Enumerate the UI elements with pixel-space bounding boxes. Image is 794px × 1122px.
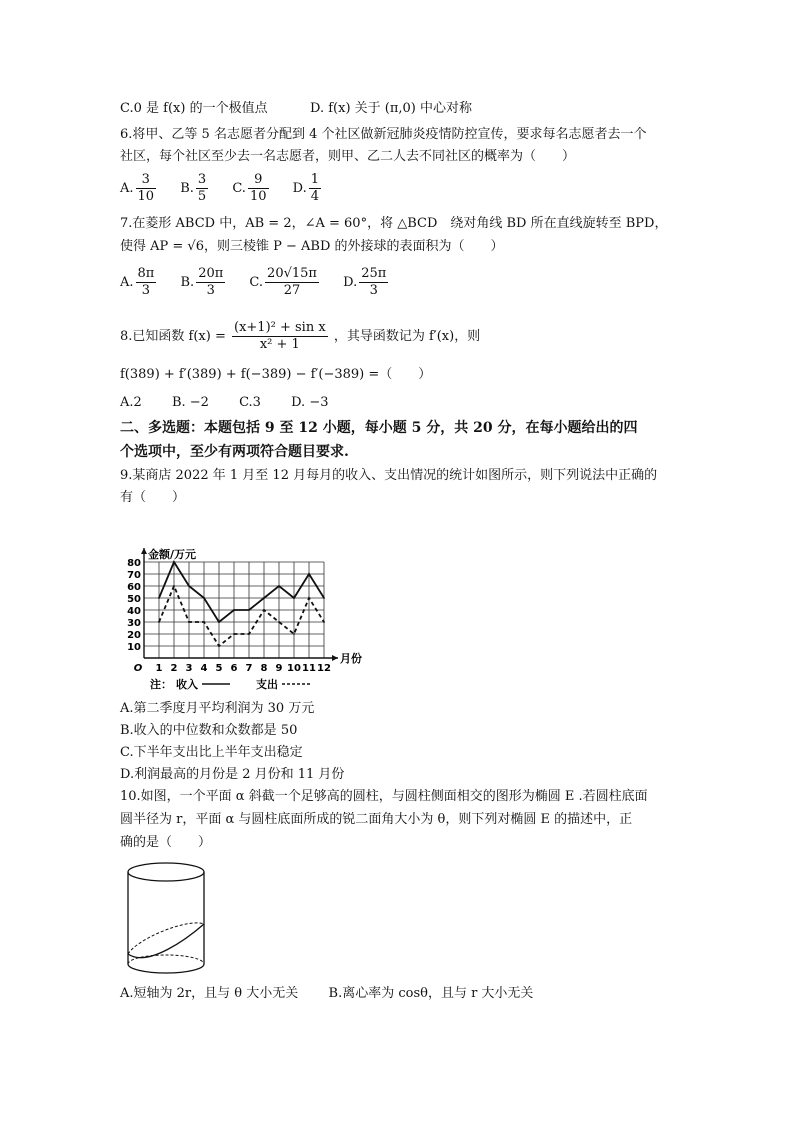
q5-option-c: C.0 是 f(x) 的一个极值点 xyxy=(120,101,268,116)
data-point-income xyxy=(173,561,175,563)
q7-stem-line2: 使得 AP = √6，则三棱锥 P − ABD 的外接球的表面积为（ ） xyxy=(120,239,504,254)
q9-option-a: A.第二季度月平均利润为 30 万元 xyxy=(120,701,315,716)
x-tick-label: 2 xyxy=(170,663,178,674)
y-tick-label: 50 xyxy=(127,594,141,605)
x-tick-label: 5 xyxy=(215,663,223,674)
q6-option-d: D. $\frac{1}{4}$ xyxy=(292,172,320,204)
x-tick-label: 1 xyxy=(155,663,163,674)
y-axis-arrow xyxy=(141,548,147,554)
x-tick-label: 12 xyxy=(317,663,331,674)
q8-stem-pre: 8.已知函数 f(x) = xyxy=(120,329,226,344)
q6-option-a: A. $\frac{3}{10}$ xyxy=(120,172,155,204)
data-point-income xyxy=(278,585,280,587)
data-point-expense xyxy=(278,621,280,623)
cylinder-bottom-front xyxy=(128,964,204,973)
data-point-expense xyxy=(218,645,220,647)
ellipse-section-front xyxy=(128,924,204,958)
y-tick-label: 20 xyxy=(127,630,141,641)
chart-axes xyxy=(141,548,338,661)
q9-stem-line2: 有（ ） xyxy=(120,490,186,505)
y-tick-label: 40 xyxy=(127,606,141,617)
data-point-expense xyxy=(158,621,160,623)
q7-stem-line1: 7.在菱形 ABCD 中，AB = 2，∠A = 60°，将 △BCD 绕对角线 BD 所在直线旋转至 BPD， xyxy=(120,216,668,231)
q10-options xyxy=(120,985,533,1003)
q9-option-c: C.下半年支出比上半年支出稳定 xyxy=(120,745,303,760)
data-point-expense xyxy=(263,609,265,611)
data-point-expense xyxy=(323,621,325,623)
x-tick-label: 8 xyxy=(260,663,268,674)
q6-option-b: B. $\frac{3}{5}$ xyxy=(180,172,207,204)
q10-stem-line2: 圆半径为 r，平面 α 与圆柱底面所成的锐二面角大小为 θ，则下列对椭圆 E 的描述中，正 xyxy=(120,812,633,827)
data-point-income xyxy=(248,609,250,611)
data-point-income xyxy=(293,597,295,599)
q6-stem-line2: 社区，每个社区至少去一名志愿者，则甲、乙二人去不同社区的概率为（ ） xyxy=(120,149,576,164)
q7-option-a: A. $\frac{8\pi}{3}$ xyxy=(120,266,155,298)
q9-option-d: D.利润最高的月份是 2 月份和 11 月份 xyxy=(120,767,345,782)
q10-stem-line1: 10.如图，一个平面 α 斜截一个足够高的圆柱，与圆柱侧面相交的图形为椭圆 E .若圆柱底面 xyxy=(120,789,648,804)
data-point-income xyxy=(158,597,160,599)
q9-stem-line1: 9.某商店 2022 年 1 月至 12 月每月的收入、支出情况的统计如图所示，则下列说法中正确的 xyxy=(120,468,658,483)
x-tick-label: 10 xyxy=(287,663,301,674)
q8-option-a: A.2 xyxy=(120,395,142,410)
data-point-income xyxy=(323,597,325,599)
q8-options xyxy=(120,394,346,412)
q8-expression: f(389) + f′(389) + f(−389) − f′(−389) =（ ） xyxy=(120,367,432,382)
q6-options xyxy=(120,172,341,205)
q6-stem-line1: 6.将甲、乙等 5 名志愿者分配到 4 个社区做新冠肺炎疫情防控宣传，要求每名志愿者去一个 xyxy=(120,127,647,142)
x-tick-label: 4 xyxy=(200,663,208,674)
legend-income-label: 收入 xyxy=(176,678,198,691)
q10-stem-line3: 确的是（ ） xyxy=(120,835,212,850)
data-point-income xyxy=(233,609,235,611)
y-tick-label: 70 xyxy=(127,570,141,581)
ellipse-section-back xyxy=(128,923,204,954)
cylinder-figure xyxy=(118,858,218,980)
x-tick-label: 7 xyxy=(245,663,253,674)
y-axis-label: 金额/万元 xyxy=(148,548,197,561)
series-line-expense xyxy=(159,586,324,646)
q8-fraction: $\frac{\text{(x+1)² + sin x}}{\text{x² + 1}}$ xyxy=(234,320,326,352)
legend-expense-label: 支出 xyxy=(256,678,278,691)
data-point-income xyxy=(203,597,205,599)
data-point-expense xyxy=(173,585,175,587)
x-tick-label: 9 xyxy=(275,663,283,674)
data-point-expense xyxy=(188,621,190,623)
q6-option-c: C. $\frac{9}{10}$ xyxy=(232,172,267,204)
data-point-expense xyxy=(293,633,295,635)
data-point-expense xyxy=(233,633,235,635)
q8-option-c: C.3 xyxy=(239,395,261,410)
y-tick-label: 60 xyxy=(127,582,141,593)
data-point-income xyxy=(218,621,220,623)
q8-option-d: D. −3 xyxy=(291,395,329,410)
data-point-expense xyxy=(308,597,310,599)
cylinder-top-ellipse xyxy=(128,863,204,881)
data-point-income xyxy=(263,597,265,599)
q8-stem xyxy=(120,320,480,353)
x-tick-label: 3 xyxy=(185,663,193,674)
y-tick-label: 80 xyxy=(127,558,141,569)
x-axis-arrow xyxy=(332,655,338,661)
section2-heading-line2: 个选项中，至少有两项符合题目要求. xyxy=(120,444,349,460)
data-point-income xyxy=(188,585,190,587)
legend-prefix: 注： xyxy=(150,678,172,691)
q7-option-d: D. $\frac{25\pi}{3}$ xyxy=(343,266,387,298)
y-tick-label: 30 xyxy=(127,618,141,629)
q9-option-b: B.收入的中位数和众数都是 50 xyxy=(120,723,298,738)
data-point-expense xyxy=(203,621,205,623)
x-axis-label: 月份 xyxy=(340,652,362,665)
q5-option-d: D. f(x) 关于 (π,0) 中心对称 xyxy=(310,101,472,116)
q7-options xyxy=(120,266,408,299)
q8-option-b: B. −2 xyxy=(171,395,209,410)
q7-option-c: C. $\frac{20√15\pi}{27}$ xyxy=(249,266,317,298)
q10-option-b: B.离心率为 cosθ，且与 r 大小无关 xyxy=(328,986,534,1001)
chart-legend xyxy=(150,677,312,691)
data-point-income xyxy=(308,573,310,575)
q7-option-b: B. $\frac{20\pi}{3}$ xyxy=(180,266,224,298)
data-point-expense xyxy=(248,633,250,635)
series-line-income xyxy=(159,562,324,622)
y-tick-label: 10 xyxy=(127,642,141,653)
income-expense-chart xyxy=(118,512,368,692)
q8-stem-post: ，其导函数记为 f′(x)，则 xyxy=(333,329,481,344)
q10-option-a: A.短轴为 2r，且与 θ 大小无关 xyxy=(120,986,299,1001)
x-tick-label: 6 xyxy=(230,663,238,674)
cylinder-bottom-back xyxy=(128,955,204,964)
origin-label: O xyxy=(133,663,143,674)
x-tick-label: 11 xyxy=(302,663,316,674)
section2-heading-line1: 二、多选题：本题包括 9 至 12 小题，每小题 5 分，共 20 分，在每小题给出的四 xyxy=(120,420,638,436)
